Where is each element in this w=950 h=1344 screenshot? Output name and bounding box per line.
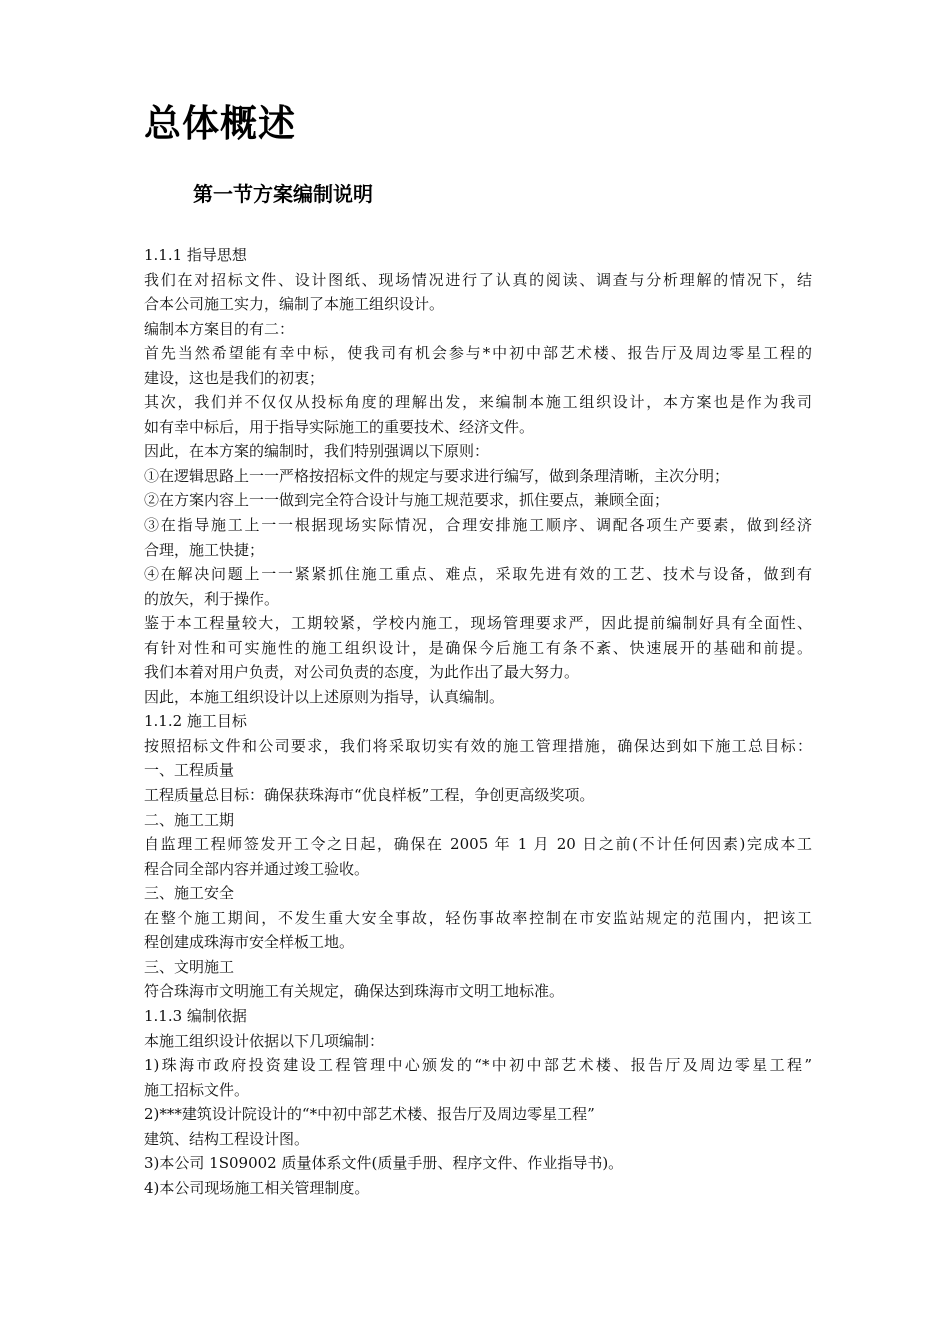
paragraph-line: 按照招标文件和公司要求，我们将采取切实有效的施工管理措施，确保达到如下施工总目标： bbox=[144, 736, 812, 755]
principle-item: ④在解决问题上一一紧紧抓住施工重点、难点，采取先进有效的工艺、技术与设备，做到有 bbox=[144, 565, 812, 584]
basis-item: 2)***建筑设计院设计的“*中初中部艺术楼、报告厅及周边零星工程” bbox=[144, 1105, 595, 1124]
paragraph-line: 我们本着对用户负责，对公司负责的态度，为此作出了最大努力。 bbox=[144, 663, 580, 682]
paragraph-line: 鉴于本工程量较大，工期较紧，学校内施工，现场管理要求严，因此提前编制好具有全面性、 bbox=[144, 614, 812, 633]
paragraph-line: 其次，我们并不仅仅从投标角度的理解出发，来编制本施工组织设计，本方案也是作为我司 bbox=[144, 393, 812, 412]
paragraph-line: 本施工组织设计依据以下几项编制： bbox=[144, 1031, 385, 1050]
paragraph-line: 我们在对招标文件、设计图纸、现场情况进行了认真的阅读、调查与分析理解的情况下，结 bbox=[144, 270, 812, 289]
heading-guiding-idea: 1.1.1 指导思想 bbox=[144, 246, 247, 264]
paragraph-line: 编制本方案目的有二： bbox=[144, 319, 295, 338]
paragraph-line: 有针对性和可实施性的施工组织设计，是确保今后施工有条不紊、快速展开的基础和前提。 bbox=[144, 638, 812, 657]
heading-construction-goals: 1.1.2 施工目标 bbox=[144, 712, 247, 731]
subheading-civilized-construction: 三、文明施工 bbox=[144, 957, 235, 976]
basis-item: 建筑、结构工程设计图。 bbox=[144, 1129, 310, 1148]
principle-item: ①在逻辑思路上一一严格按招标文件的规定与要求进行编写，做到条理清晰，主次分明； bbox=[144, 466, 730, 485]
subheading-quality: 一、工程质量 bbox=[144, 761, 235, 780]
paragraph-line: 工程质量总目标：确保获珠海市“优良样板”工程，争创更高级奖项。 bbox=[144, 786, 595, 805]
basis-item: 1)珠海市政府投资建设工程管理中心颁发的“*中初中部艺术楼、报告厅及周边零星工程” bbox=[144, 1056, 812, 1075]
principle-item: 的放矢，利于操作。 bbox=[144, 589, 280, 608]
paragraph-line: 符合珠海市文明施工有关规定，确保达到珠海市文明工地标准。 bbox=[144, 982, 565, 1001]
paragraph-line: 因此，本施工组织设计以上述原则为指导，认真编制。 bbox=[144, 687, 505, 706]
paragraph-line: 合本公司施工实力，编制了本施工组织设计。 bbox=[144, 295, 445, 314]
basis-item: 4)本公司现场施工相关管理制度。 bbox=[144, 1178, 370, 1197]
paragraph-line: 自监理工程师签发开工令之日起，确保在 2005 年 1 月 20 日之前(不计任何因素)完成本工 bbox=[144, 835, 812, 854]
heading-compilation-basis: 1.1.3 编制依据 bbox=[144, 1006, 247, 1025]
basis-item: 施工招标文件。 bbox=[144, 1080, 250, 1099]
subheading-safety: 三、施工安全 bbox=[144, 884, 235, 903]
paragraph-line: 程创建成珠海市安全样板工地。 bbox=[144, 933, 355, 952]
principle-item: ③在指导施工上一一根据现场实际情况，合理安排施工顺序、调配各项生产要素，做到经济 bbox=[144, 516, 812, 535]
section-title: 第一节方案编制说明 bbox=[193, 182, 373, 206]
paragraph-line: 如有幸中标后，用于指导实际施工的重要技术、经济文件。 bbox=[144, 417, 535, 436]
document-title: 总体概述 bbox=[144, 102, 296, 145]
principle-item: 合理，施工快捷； bbox=[144, 540, 265, 559]
principle-item: ②在方案内容上一一做到完全符合设计与施工规范要求，抓住要点，兼顾全面； bbox=[144, 491, 670, 510]
paragraph-line: 程合同全部内容并通过竣工验收。 bbox=[144, 859, 370, 878]
subheading-schedule: 二、施工工期 bbox=[144, 810, 235, 829]
paragraph-line: 在整个施工期间，不发生重大安全事故，轻伤事故率控制在市安监站规定的范围内，把该工 bbox=[144, 908, 812, 927]
basis-item: 3)本公司 1S09002 质量体系文件(质量手册、程序文件、作业指导书)。 bbox=[144, 1154, 624, 1173]
paragraph-line: 因此，在本方案的编制时，我们特别强调以下原则： bbox=[144, 442, 490, 461]
paragraph-line: 首先当然希望能有幸中标，使我司有机会参与*中初中部艺术楼、报告厅及周边零星工程的 bbox=[144, 344, 812, 363]
document-body bbox=[144, 243, 812, 1200]
paragraph-line: 建设，这也是我们的初衷； bbox=[144, 368, 325, 387]
